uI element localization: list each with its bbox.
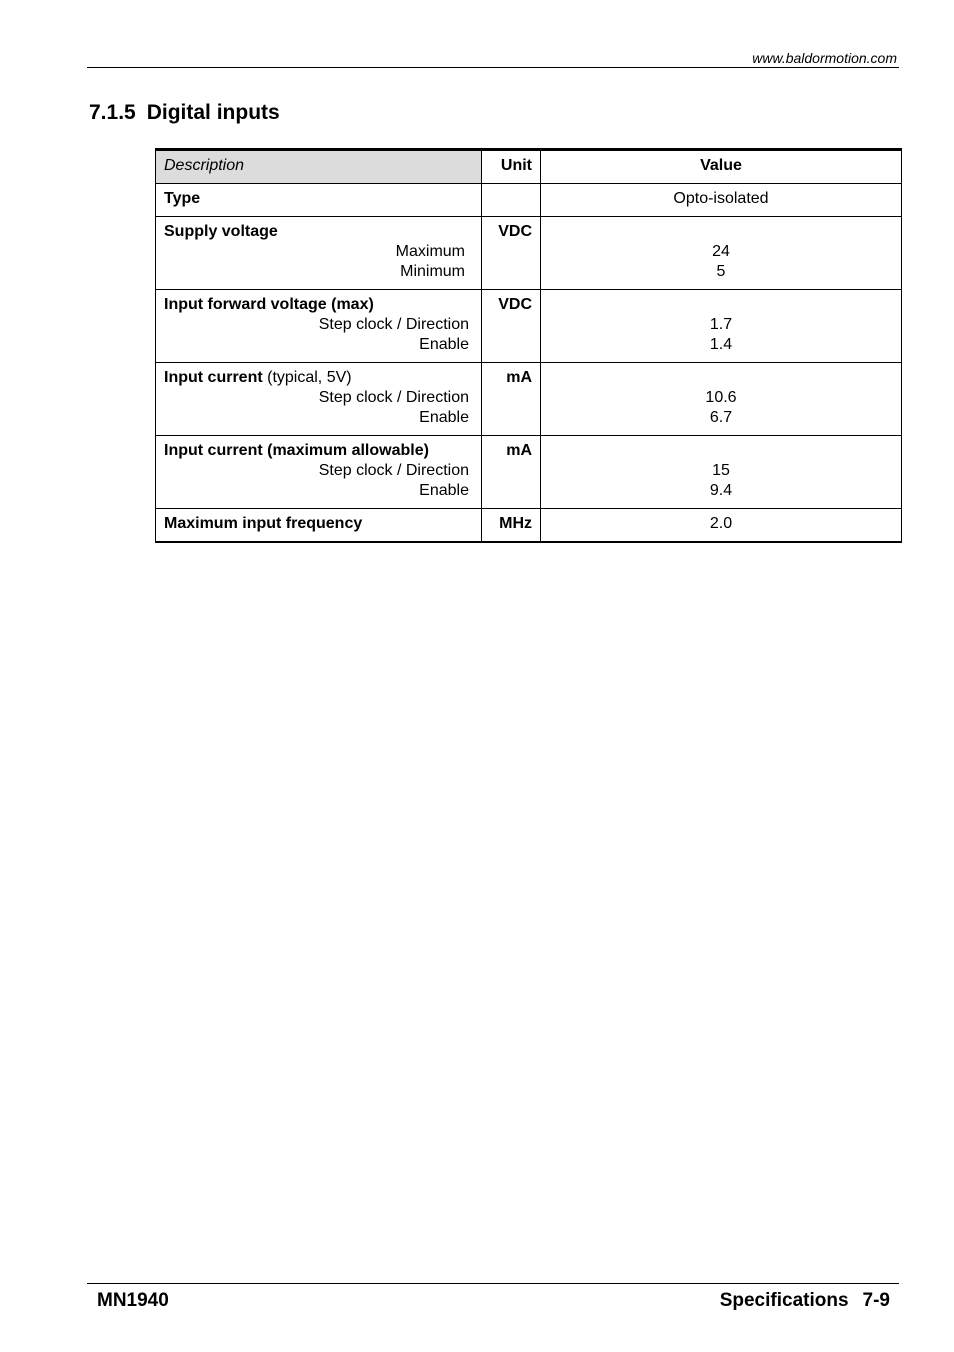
- row-label: Maximum input frequency: [164, 515, 363, 532]
- value-text: 24: [712, 243, 730, 260]
- footer-page-number: 7-9: [862, 1290, 890, 1311]
- section-number: 7.1.5: [89, 101, 136, 124]
- sub-label: Step clock / Direction: [318, 389, 469, 406]
- sub-label: Step clock / Direction: [318, 316, 469, 333]
- description-cell: [156, 509, 482, 543]
- value-cell: [541, 217, 902, 290]
- sub-label: Enable: [419, 336, 469, 353]
- description-cell: [156, 363, 482, 436]
- value-cell: [541, 509, 902, 543]
- unit-cell: [482, 184, 541, 217]
- unit-cell: mA: [482, 363, 541, 436]
- digital-inputs-table: [155, 148, 902, 543]
- value-text: 10.6: [705, 389, 737, 406]
- table-row-maximum-input-frequency: [156, 509, 902, 543]
- header-url: www.baldormotion.com: [752, 50, 897, 66]
- unit-cell: mA: [482, 436, 541, 509]
- value-text: Opto-isolated: [673, 190, 769, 207]
- table-row-input-current-maximum: [156, 436, 902, 509]
- row-label: Type: [164, 190, 201, 207]
- value-text: 1.4: [709, 336, 733, 353]
- table-row-input-current-typical: [156, 363, 902, 436]
- footer-manual-number: MN1940: [97, 1290, 169, 1311]
- row-label: Input current: [164, 369, 263, 386]
- value-text: 1.7: [709, 316, 733, 333]
- table-row-supply-voltage: [156, 217, 902, 290]
- value-cell: [541, 290, 902, 363]
- value-text: 15: [712, 462, 730, 479]
- row-label: Supply voltage: [164, 223, 278, 240]
- unit-cell: MHz: [482, 509, 541, 543]
- row-label: Input current (maximum allowable): [164, 442, 429, 459]
- footer-rule: [87, 1283, 899, 1284]
- value-text: 9.4: [709, 482, 733, 499]
- unit-cell: VDC: [482, 217, 541, 290]
- description-cell: [156, 217, 482, 290]
- column-header-description: Description: [156, 150, 482, 184]
- description-cell: [156, 436, 482, 509]
- sub-label: Step clock / Direction: [318, 462, 469, 479]
- value-cell: [541, 436, 902, 509]
- column-header-value: Value: [541, 150, 902, 184]
- column-header-unit: Unit: [482, 150, 541, 184]
- unit-cell: VDC: [482, 290, 541, 363]
- sub-label: Enable: [419, 409, 469, 426]
- value-text: 2.0: [709, 515, 733, 532]
- row-label: Input forward voltage (max): [164, 296, 374, 313]
- value-text: 6.7: [709, 409, 733, 426]
- section-title: Digital inputs: [146, 101, 280, 124]
- table-row-type: [156, 184, 902, 217]
- sub-label: Enable: [419, 482, 469, 499]
- row-note: (typical, 5V): [262, 369, 352, 386]
- footer-chapter: Specifications: [719, 1290, 849, 1311]
- table-header-row: [156, 150, 902, 184]
- sub-label: Minimum: [400, 263, 465, 280]
- description-cell: [156, 290, 482, 363]
- value-cell: [541, 184, 902, 217]
- sub-label: Maximum: [395, 243, 465, 260]
- value-cell: [541, 363, 902, 436]
- description-cell: [156, 184, 482, 217]
- section-heading: [89, 101, 280, 125]
- footer-chapter-page: [720, 1290, 890, 1312]
- table-row-input-forward-voltage: [156, 290, 902, 363]
- header-rule: [87, 67, 899, 68]
- value-text: 5: [716, 263, 726, 280]
